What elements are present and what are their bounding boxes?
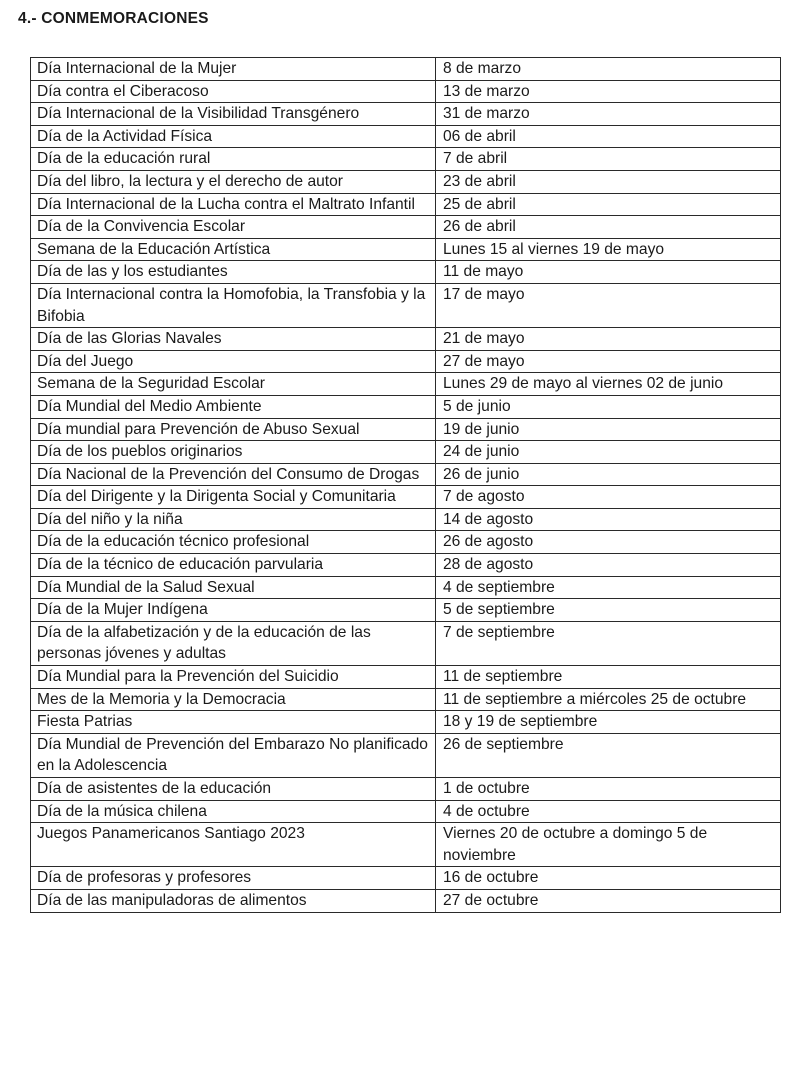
table-row: [31, 576, 781, 599]
event-name: Día contra el Ciberacoso: [31, 80, 436, 103]
event-date: 5 de septiembre: [436, 599, 781, 622]
table-row: [31, 463, 781, 486]
event-name: Día de la Mujer Indígena: [31, 599, 436, 622]
event-date: 23 de abril: [436, 170, 781, 193]
table-row: [31, 554, 781, 577]
table-row: [31, 418, 781, 441]
event-date: 1 de octubre: [436, 778, 781, 801]
table-row: [31, 373, 781, 396]
event-date: 7 de septiembre: [436, 621, 781, 665]
event-name: Día mundial para Prevención de Abuso Sexual: [31, 418, 436, 441]
event-name: Día Mundial de Prevención del Embarazo No planificado en la Adolescencia: [31, 733, 436, 777]
event-date: 26 de junio: [436, 463, 781, 486]
table-row: [31, 283, 781, 327]
table-row: [31, 170, 781, 193]
table-row: [31, 867, 781, 890]
table-row: [31, 350, 781, 373]
event-name: Día de la Convivencia Escolar: [31, 216, 436, 239]
table-row: [31, 800, 781, 823]
table-row: [31, 261, 781, 284]
event-date: 17 de mayo: [436, 283, 781, 327]
event-date: 8 de marzo: [436, 58, 781, 81]
table-row: [31, 711, 781, 734]
event-name: Fiesta Patrias: [31, 711, 436, 734]
event-name: Día de los pueblos originarios: [31, 441, 436, 464]
commemorations-table: [30, 57, 781, 913]
event-date: 11 de septiembre: [436, 666, 781, 689]
event-date: 5 de junio: [436, 395, 781, 418]
event-date: 16 de octubre: [436, 867, 781, 890]
table-row: [31, 508, 781, 531]
commemorations-table-body: [31, 58, 781, 913]
event-name: Día de las y los estudiantes: [31, 261, 436, 284]
event-name: Semana de la Educación Artística: [31, 238, 436, 261]
event-date: 4 de septiembre: [436, 576, 781, 599]
event-date: 25 de abril: [436, 193, 781, 216]
event-name: Día del Juego: [31, 350, 436, 373]
event-name: Mes de la Memoria y la Democracia: [31, 688, 436, 711]
table-row: [31, 486, 781, 509]
event-date: Lunes 29 de mayo al viernes 02 de junio: [436, 373, 781, 396]
event-name: Día del niño y la niña: [31, 508, 436, 531]
event-date: 26 de agosto: [436, 531, 781, 554]
table-row: [31, 193, 781, 216]
event-name: Día Internacional de la Mujer: [31, 58, 436, 81]
table-row: [31, 531, 781, 554]
event-date: Viernes 20 de octubre a domingo 5 de noviembre: [436, 823, 781, 867]
event-name: Juegos Panamericanos Santiago 2023: [31, 823, 436, 867]
table-row: [31, 823, 781, 867]
event-name: Día Internacional de la Lucha contra el Maltrato Infantil: [31, 193, 436, 216]
event-name: Día de la educación rural: [31, 148, 436, 171]
event-name: Día de la alfabetización y de la educación de las personas jóvenes y adultas: [31, 621, 436, 665]
event-name: Día de la Actividad Física: [31, 125, 436, 148]
table-row: [31, 216, 781, 239]
event-name: Día de la educación técnico profesional: [31, 531, 436, 554]
event-date: Lunes 15 al viernes 19 de mayo: [436, 238, 781, 261]
table-row: [31, 688, 781, 711]
section-title: 4.- CONMEMORACIONES: [18, 10, 209, 27]
table-row: [31, 58, 781, 81]
event-name: Día de asistentes de la educación: [31, 778, 436, 801]
table-row: [31, 328, 781, 351]
table-row: [31, 238, 781, 261]
event-name: Semana de la Seguridad Escolar: [31, 373, 436, 396]
event-date: 24 de junio: [436, 441, 781, 464]
table-row: [31, 148, 781, 171]
event-name: Día de la técnico de educación parvularia: [31, 554, 436, 577]
event-date: 06 de abril: [436, 125, 781, 148]
event-date: 7 de abril: [436, 148, 781, 171]
table-row: [31, 666, 781, 689]
event-date: 28 de agosto: [436, 554, 781, 577]
event-name: Día de las manipuladoras de alimentos: [31, 889, 436, 912]
table-row: [31, 599, 781, 622]
event-date: 11 de mayo: [436, 261, 781, 284]
event-date: 4 de octubre: [436, 800, 781, 823]
event-name: Día Internacional contra la Homofobia, la Transfobia y la Bifobia: [31, 283, 436, 327]
table-row: [31, 778, 781, 801]
table-row: [31, 103, 781, 126]
table-row: [31, 889, 781, 912]
event-date: 27 de mayo: [436, 350, 781, 373]
event-date: 13 de marzo: [436, 80, 781, 103]
event-date: 11 de septiembre a miércoles 25 de octubre: [436, 688, 781, 711]
table-row: [31, 395, 781, 418]
event-name: Día del libro, la lectura y el derecho de autor: [31, 170, 436, 193]
event-date: 14 de agosto: [436, 508, 781, 531]
event-name: Día de la música chilena: [31, 800, 436, 823]
table-row: [31, 621, 781, 665]
event-name: Día Nacional de la Prevención del Consumo de Drogas: [31, 463, 436, 486]
event-date: 26 de septiembre: [436, 733, 781, 777]
table-row: [31, 80, 781, 103]
event-name: Día de las Glorias Navales: [31, 328, 436, 351]
event-name: Día Internacional de la Visibilidad Transgénero: [31, 103, 436, 126]
event-date: 19 de junio: [436, 418, 781, 441]
event-date: 18 y 19 de septiembre: [436, 711, 781, 734]
event-name: Día del Dirigente y la Dirigenta Social y Comunitaria: [31, 486, 436, 509]
event-name: Día Mundial de la Salud Sexual: [31, 576, 436, 599]
event-date: 7 de agosto: [436, 486, 781, 509]
event-name: Día de profesoras y profesores: [31, 867, 436, 890]
table-row: [31, 441, 781, 464]
table-row: [31, 125, 781, 148]
event-name: Día Mundial del Medio Ambiente: [31, 395, 436, 418]
event-date: 21 de mayo: [436, 328, 781, 351]
event-name: Día Mundial para la Prevención del Suicidio: [31, 666, 436, 689]
event-date: 27 de octubre: [436, 889, 781, 912]
event-date: 26 de abril: [436, 216, 781, 239]
table-row: [31, 733, 781, 777]
event-date: 31 de marzo: [436, 103, 781, 126]
